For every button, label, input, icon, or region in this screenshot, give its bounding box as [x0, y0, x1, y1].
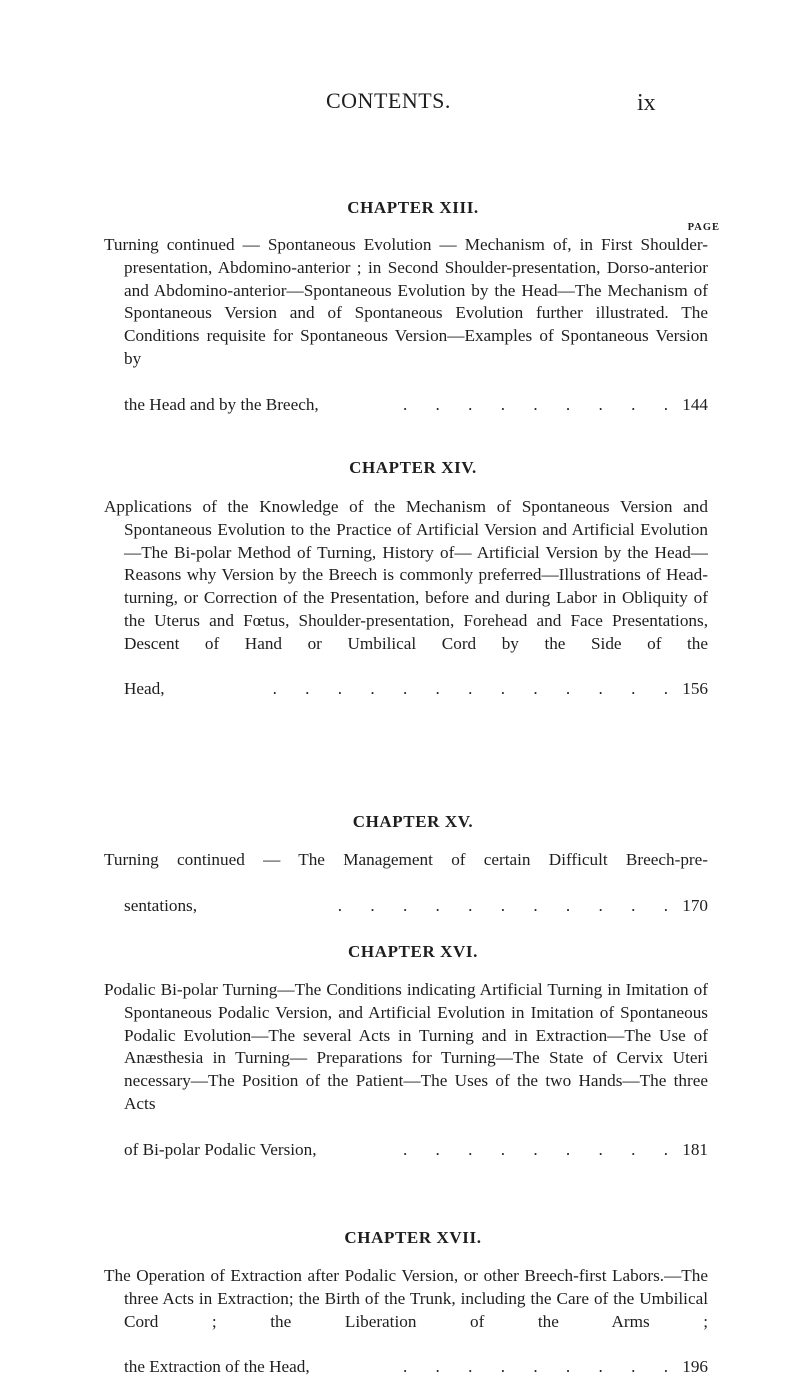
- entry-page-number: 181: [682, 1139, 708, 1159]
- chapter-xvii: [0, 1226, 800, 1379]
- entry-page-number: 156: [682, 679, 708, 699]
- entry-page-number: 170: [682, 895, 708, 915]
- entry-page-number: 144: [682, 394, 708, 414]
- toc-entry: [104, 496, 708, 701]
- entry-last-line-text: of Bi-polar Podalic Version,: [124, 1139, 317, 1159]
- entry-text: Applications of the Knowledge of the Mechanism of Spontaneous Version and Spontaneous Evolution to the Practice of Artificial Version and Artificial Evolution—The Bi-polar Method of Turning, History of— Artificial Version by the Head—Reasons why Version by the Breech is commonly preferred—Illustrations of Head-turning, or Correction of the Presentation, before and during Labor in Obliquity of the Uterus and Fœtus, Shoulder-presentation, Forehead and Face Presentations, Descent of Hand or Umbilical Cord by the Side of the: [104, 497, 708, 653]
- entry-text: Turning continued — The Management of certain Difficult Breech-pre-: [104, 850, 708, 869]
- entry-text: Podalic Bi-polar Turning—The Conditions indicating Artificial Turning in Imitation of Spontaneous Podalic Version, and Artificial Evolution in Imitation of Spontaneous Podalic Evolution—The several Acts in Turning and in Extraction—The Use of Anæsthesia in Turning— Preparations for Turning—The State of Cervix Uteri necessary—The Position of the Patient—The Uses of the two Hands—The three Acts: [104, 980, 708, 1113]
- entry-last-line: [104, 895, 708, 918]
- dot-leader: . . . . . . . . .: [402, 1357, 680, 1377]
- chapter-heading: CHAPTER XIV.: [349, 458, 477, 477]
- entry-last-line-text: the Extraction of the Head,: [124, 1357, 310, 1377]
- chapter-heading: CHAPTER XVII.: [344, 1228, 482, 1247]
- entry-last-line: [104, 678, 708, 701]
- toc-entry: [104, 979, 708, 1161]
- chapter-heading: CHAPTER XIII.: [347, 198, 479, 217]
- entry-last-line-text: Head,: [124, 679, 165, 699]
- entry-page-number: 196: [682, 1357, 708, 1377]
- dot-leader: . . . . . . . . . . . . .: [272, 679, 680, 699]
- chapter-xiv: [0, 456, 800, 701]
- dot-leader: . . . . . . . . . . .: [337, 895, 680, 915]
- chapter-heading: CHAPTER XVI.: [348, 942, 478, 961]
- entry-text: The Operation of Extraction after Podalic Version, or other Breech-first Labors.—The three Acts in Extraction; the Birth of the Trunk, including the Care of the Umbilical Cord ; the Liberation of the Arms ;: [104, 1266, 708, 1331]
- chapter-heading: CHAPTER XV.: [352, 812, 474, 831]
- entry-last-line-text: sentations,: [124, 895, 198, 915]
- page-number: ix: [637, 90, 656, 116]
- entry-text: Turning continued — Spontaneous Evolution — Mechanism of, in First Shoulder-presentation, Abdomino-anterior ; in Second Shoulder-presentation, Dorso-anterior and Abdomino-anterior—Spontaneous Evolution by the Head—The Mechanism of Spontaneous Version and of Spontaneous Evolution further illustrated. The Conditions requisite for Spontaneous Version—Examples of Spontaneous Version by: [104, 235, 708, 368]
- dot-leader: . . . . . . . . .: [402, 394, 680, 414]
- entry-last-line: [104, 1356, 708, 1379]
- toc-entry: [104, 234, 708, 416]
- entry-last-line-text: the Head and by the Breech,: [124, 394, 319, 414]
- running-head: [0, 86, 800, 120]
- toc-entry: [104, 1265, 708, 1379]
- page-column-label: PAGE: [687, 222, 720, 233]
- dot-leader: . . . . . . . . .: [402, 1139, 680, 1159]
- toc-entry: [104, 849, 708, 917]
- running-title: CONTENTS.: [326, 88, 451, 113]
- entry-last-line: [104, 394, 708, 417]
- chapter-xvi: [0, 940, 800, 1161]
- entry-last-line: [104, 1139, 708, 1162]
- chapter-xv: [0, 810, 800, 917]
- chapter-xiii: [0, 196, 800, 416]
